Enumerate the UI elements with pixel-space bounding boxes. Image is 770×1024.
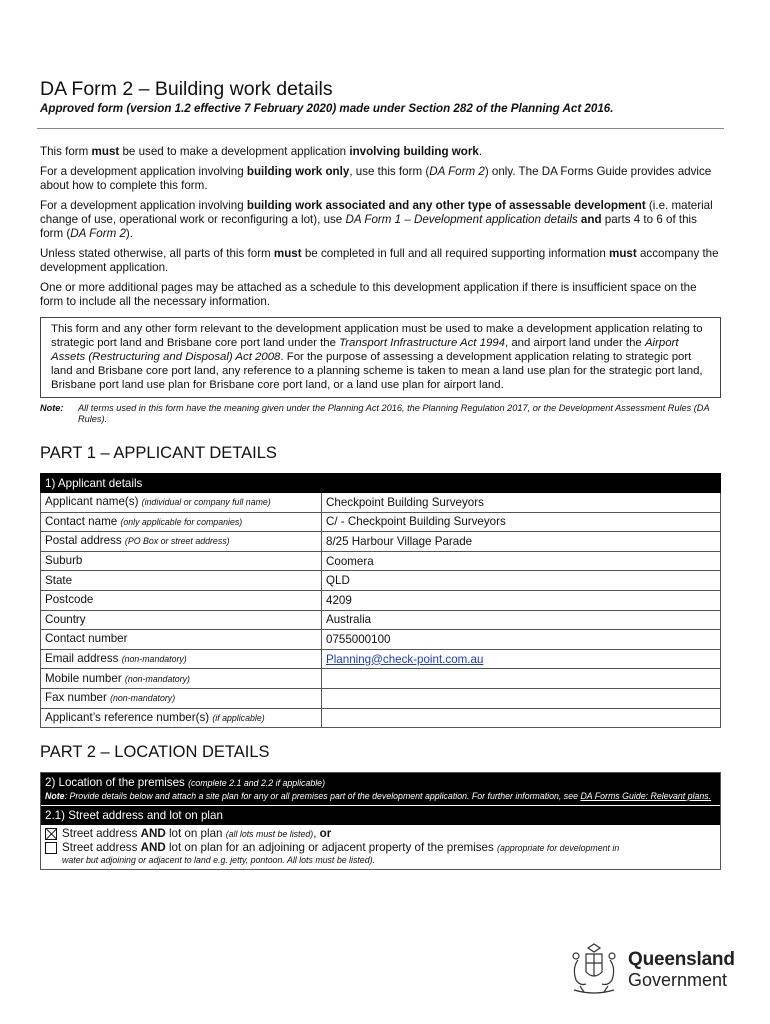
intro-paragraph-2: For a development application involving building work only, use this form (DA Form 2) only. The DA Forms Guide provides advice about how to complete this form. — [40, 165, 712, 192]
field-label: State — [41, 571, 322, 591]
location-section — [40, 772, 721, 870]
intro-paragraph-4: Unless stated otherwise, all parts of this form must be completed in full and all required supporting information must accompany the development application. — [40, 247, 719, 274]
table-row — [41, 512, 721, 532]
table-row — [41, 610, 721, 630]
note-label: Note: — [40, 403, 64, 413]
field-label: Fax number (non-mandatory) — [41, 688, 322, 708]
location-header: 2) Location of the premises (complete 2.1 and 2.2 if applicable) Note: Provide details below and attach a site plan for any or all premises part of the development application. For further information, see DA Forms Guide: Relevant plans. — [41, 773, 720, 805]
table-row — [41, 493, 721, 513]
part1-heading: PART 1 – APPLICANT DETAILS — [40, 444, 277, 462]
table-row — [41, 669, 721, 689]
field-value[interactable]: 4209 — [322, 590, 721, 610]
location-note: Note: Provide details below and attach a site plan for any or all premises part of the development application. For further information, see DA Forms Guide: Relevant plans. — [45, 791, 712, 802]
street-address-subheader: 2.1) Street address and lot on plan — [41, 805, 720, 825]
checkbox-checked[interactable] — [45, 828, 57, 840]
table-row — [41, 630, 721, 650]
applicant-details-header: 1) Applicant details — [41, 474, 721, 493]
field-value[interactable]: Checkpoint Building Surveyors — [322, 493, 721, 513]
field-value[interactable] — [322, 649, 721, 669]
form-page — [40, 78, 721, 870]
queensland-government-logo — [564, 940, 736, 1000]
table-row — [41, 571, 721, 591]
field-value[interactable] — [322, 708, 721, 728]
field-value[interactable]: Coomera — [322, 551, 721, 571]
field-label: Mobile number (non-mandatory) — [41, 669, 322, 689]
intro-paragraph-3: For a development application involving building work associated and any other type of assessable development (i.e. material change of use, operational work or reconfiguring a lot), use DA Form 1 – Development application details and parts 4 to 6 of this form (DA Form 2). — [40, 199, 713, 240]
coat-of-arms-icon — [564, 940, 624, 1000]
intro-paragraph-5: One or more additional pages may be attached as a schedule to this development application if there is insufficient space on the form to include all the necessary information. — [40, 281, 697, 308]
checkbox-unchecked[interactable] — [45, 842, 57, 854]
table-row — [41, 649, 721, 669]
terms-note — [40, 403, 721, 425]
email-link[interactable]: Planning@check-point.com.au — [326, 652, 484, 666]
field-label: Applicant name(s) (individual or company full name) — [41, 493, 322, 513]
field-value[interactable]: QLD — [322, 571, 721, 591]
part2-heading: PART 2 – LOCATION DETAILS — [40, 743, 270, 762]
field-value[interactable] — [322, 688, 721, 708]
table-row — [41, 532, 721, 552]
field-value[interactable]: Australia — [322, 610, 721, 630]
table-row — [41, 708, 721, 728]
field-value[interactable]: 0755000100 — [322, 630, 721, 650]
option-street-address-lot[interactable]: Street address AND lot on plan (all lots must be listed), or — [45, 827, 716, 841]
option-adjoining-property[interactable]: Street address AND lot on plan for an adjoining or adjacent property of the premises (appropriate for development in — [45, 841, 716, 855]
logo-word-queensland: Queensland — [628, 949, 735, 970]
applicant-details-table — [40, 473, 721, 728]
field-label: Contact number — [41, 630, 322, 650]
field-label: Contact name (only applicable for companies) — [41, 512, 322, 532]
field-value[interactable] — [322, 669, 721, 689]
option-adjoining-continuation: water but adjoining or adjacent to land e.g. jetty, pontoon. All lots must be listed). — [62, 855, 375, 866]
intro-paragraph-1: This form must be used to make a development application involving building work. — [40, 145, 483, 158]
relevant-plans-link[interactable]: DA Forms Guide: Relevant plans. — [580, 791, 712, 802]
page-title: DA Form 2 – Building work details — [40, 78, 333, 100]
field-label: Applicant’s reference number(s) (if applicable) — [41, 708, 322, 728]
field-label: Postcode — [41, 590, 322, 610]
field-label: Suburb — [41, 551, 322, 571]
table-row — [41, 551, 721, 571]
table-row — [41, 688, 721, 708]
field-value[interactable]: C/ - Checkpoint Building Surveyors — [322, 512, 721, 532]
field-label: Postal address (PO Box or street address) — [41, 532, 322, 552]
header-divider — [37, 128, 724, 129]
logo-word-government: Government — [628, 970, 728, 990]
page-subtitle: Approved form (version 1.2 effective 7 February 2020) made under Section 282 of the Planning Act 2016. — [40, 102, 614, 115]
field-value[interactable]: 8/25 Harbour Village Parade — [322, 532, 721, 552]
port-land-notice-box: This form and any other form relevant to the development application must be used to make a development application relating to strategic port land and Brisbane core port land under the Transport Infrastructure Act 1994, and airport land under the Airport Assets (Restructuring and Disposal) Act 2008. For the purpose of assessing a development application relating to strategic port land and Brisbane core port land, any reference to a planning scheme is taken to mean a land use plan for the strategic port land, Brisbane port land use plan for Brisbane core port land, or a land use plan for airport land. — [40, 317, 721, 398]
field-label: Email address (non-mandatory) — [41, 649, 322, 669]
field-label: Country — [41, 610, 322, 630]
note-text: All terms used in this form have the meaning given under the Planning Act 2016, the Planning Regulation 2017, or the Development Assessment Rules (DA Rules). — [78, 403, 710, 424]
table-row — [41, 590, 721, 610]
